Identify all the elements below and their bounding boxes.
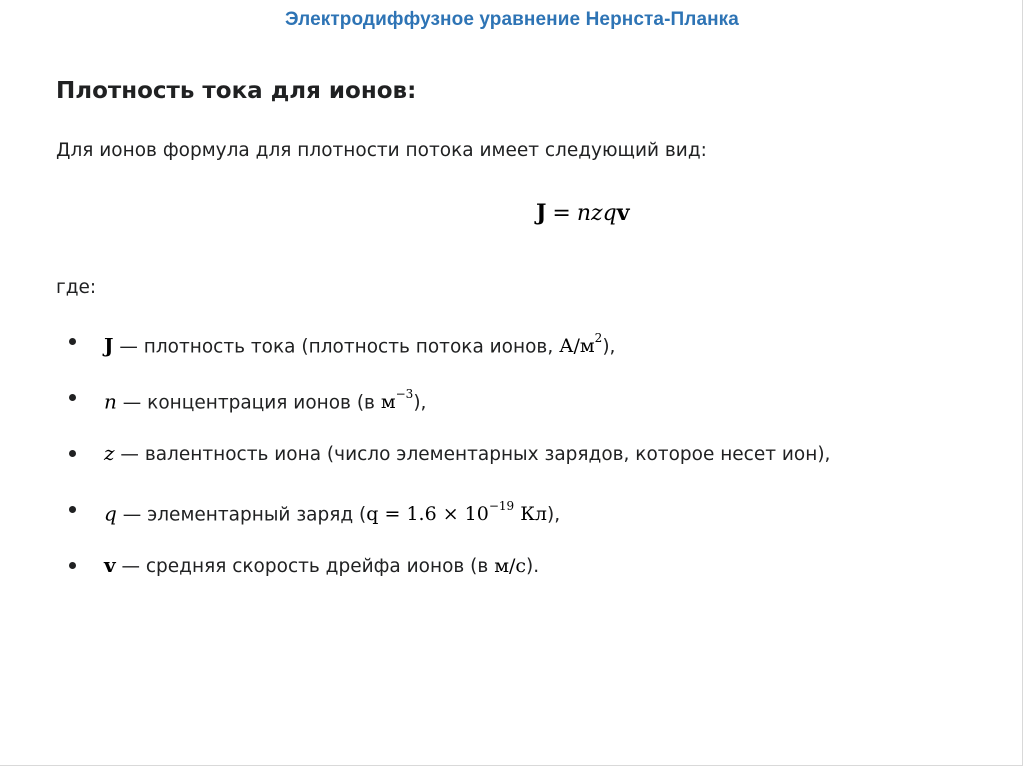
- variable-description: концентрация ионов (в: [147, 392, 381, 414]
- variable-description: плотность тока (плотность потока ионов,: [143, 336, 560, 358]
- variable-symbol: n: [104, 389, 117, 414]
- unit-exponent: 2: [594, 331, 603, 345]
- variable-description: средняя скорость дрейфа ионов (в: [145, 556, 495, 577]
- bullet-icon: [69, 394, 76, 401]
- section-heading: Плотность тока для ионов:: [56, 78, 417, 104]
- variable-dash: —: [114, 444, 145, 465]
- variable-unit: [366, 499, 547, 526]
- bullet-icon: [69, 562, 76, 569]
- variable-suffix: ).: [526, 556, 540, 577]
- variable-suffix: ),: [413, 392, 427, 414]
- variable-symbol: J: [104, 333, 114, 358]
- slide-title: Электродиффузное уравнение Нернста-Планка: [285, 9, 739, 30]
- variable-dash: —: [115, 556, 146, 577]
- list-item-J: [56, 318, 830, 374]
- variable-unit: [380, 387, 414, 414]
- intro-text: Для ионов формула для плотности потока имеет следующий вид:: [56, 140, 707, 161]
- variable-description: валентность иона (число элементарных зарядов, которое несет ион),: [144, 444, 831, 465]
- list-item-n: [56, 374, 830, 430]
- variable-suffix: ),: [547, 504, 561, 526]
- unit-exponent: −3: [395, 387, 414, 401]
- variable-unit: [559, 331, 603, 358]
- bullet-icon: [69, 506, 76, 513]
- unit-main: м: [380, 391, 396, 414]
- unit-main: q = 1.6 × 10: [366, 503, 489, 526]
- variable-dash: —: [116, 392, 148, 414]
- unit-main: А/м: [559, 335, 595, 358]
- formula-rhs: nzq: [576, 201, 617, 226]
- unit-main: м/с: [494, 555, 527, 577]
- bullet-icon: [69, 450, 76, 457]
- variable-symbol: q: [104, 501, 117, 526]
- list-item-z: [56, 430, 830, 486]
- formula-rhs-vector: v: [616, 200, 630, 226]
- list-item-v: [56, 542, 830, 598]
- variable-description: элементарный заряд (: [147, 504, 367, 526]
- unit-tail: Кл: [514, 503, 547, 526]
- where-label: где:: [56, 277, 97, 298]
- variable-list: [56, 318, 830, 598]
- unit-exponent: −19: [488, 499, 515, 513]
- variable-dash: —: [116, 504, 148, 526]
- formula-lhs: J: [536, 200, 547, 226]
- bullet-icon: [69, 338, 76, 345]
- list-item-q: [56, 486, 830, 542]
- variable-suffix: ),: [602, 336, 616, 358]
- variable-unit: [494, 555, 526, 577]
- variable-symbol: z: [104, 441, 115, 465]
- formula-equals: =: [552, 201, 571, 226]
- variable-dash: —: [113, 336, 144, 358]
- current-density-formula: [536, 200, 630, 226]
- variable-symbol: v: [104, 553, 116, 577]
